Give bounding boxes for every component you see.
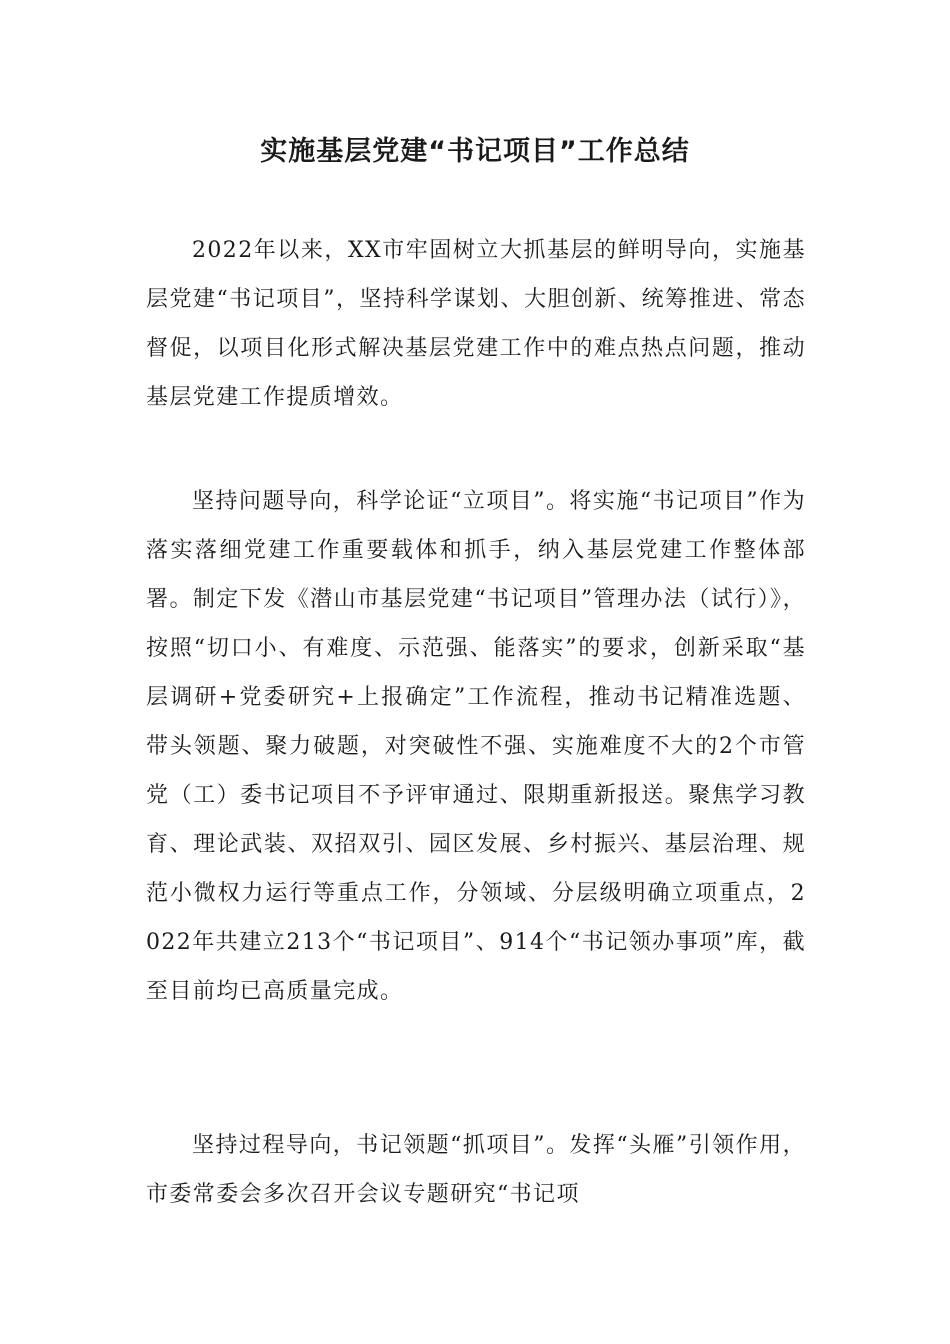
paragraph-problem-oriented: 坚持问题导向，科学论证“立项目”。将实施“书记项目”作为落实落细党建工作重要载体和抓手，纳入基层党建工作整体部署。制定下发《潜山市基层党建“书记项目”管理办法（试行）》，按照“切口小、有难度、示范强、能落实”的要求，创新采取“基层调研+党委研究+上报确定”工作流程，推动书记精准选题、带头领题、聚力破题，对突破性不强、实施难度不大的2个市管党（工）委书记项目不予评审通过、限期重新报送。聚焦学习教育、理论武装、双招双引、园区发展、乡村振兴、基层治理、规范小微权力运行等重点工作，分领域、分层级明确立项重点，2022年共建立213个“书记项目”、914个“书记领办事项”库，截至目前均已高质量完成。 — [146, 489, 806, 1004]
paragraph-intro: 2022年以来，XX市牢固树立大抓基层的鲜明导向，实施基层党建“书记项目”，坚持科学谋划、大胆创新、统筹推进、常态督促，以项目化形式解决基层党建工作中的难点热点问题，推动基层党建工作提质增效。 — [146, 238, 806, 410]
paragraph-process-oriented: 坚持过程导向，书记领题“抓项目”。发挥“头雁”引领作用，市委常委会多次召开会议专题研究“书记项 — [146, 1133, 806, 1207]
document-title: 实施基层党建“书记项目”工作总结 — [260, 136, 690, 167]
